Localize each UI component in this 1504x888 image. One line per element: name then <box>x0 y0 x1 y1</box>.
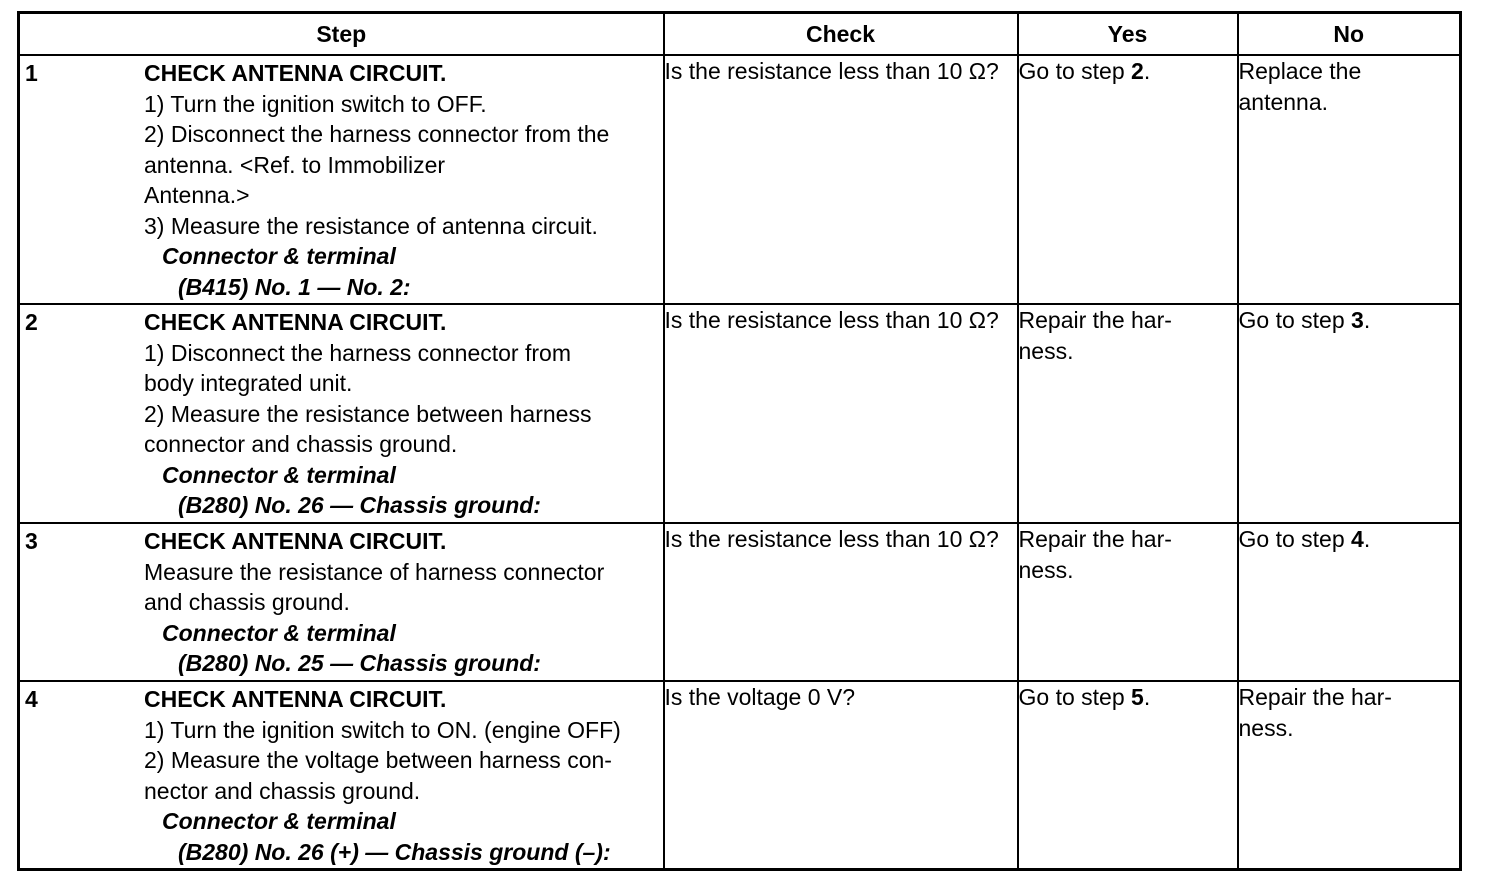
table-row <box>19 304 1461 523</box>
connector-terminal: (B415) No. 1 — No. 2: <box>178 273 411 300</box>
connector-terminal: (B280) No. 26 (+) — Chassis ground (–): <box>178 838 611 865</box>
yes-action-end: . <box>1143 684 1151 710</box>
step-line: 1) Turn the ignition switch to OFF. <box>144 90 487 117</box>
no-cell <box>1238 523 1461 681</box>
connector-label: Connector & terminal <box>162 243 396 269</box>
check-cell <box>664 681 1018 870</box>
yes-action: Repair the har- <box>1018 526 1172 552</box>
check-question: Is the voltage 0 V? <box>664 684 856 710</box>
yes-cell <box>1018 681 1238 870</box>
connector-label: Connector & terminal <box>162 461 396 488</box>
step-line: 1) Disconnect the harness connector from <box>144 339 571 366</box>
step-cell <box>19 55 664 304</box>
step-ref: 4 <box>1351 526 1364 552</box>
step-number: 3 <box>25 528 38 554</box>
header-row <box>19 13 1461 56</box>
no-action: antenna. <box>1238 88 1329 115</box>
step-cell <box>19 681 664 870</box>
step-line: 1) Turn the ignition switch to ON. (engine OFF) <box>144 716 621 743</box>
yes-action: ness. <box>1018 337 1074 364</box>
yes-action: Go to step <box>1018 684 1132 710</box>
check-question: Is the resistance less than 10 Ω? <box>664 526 999 552</box>
step-cell <box>19 304 664 523</box>
header-no: No <box>1238 13 1461 56</box>
step-line: and chassis ground. <box>144 589 350 615</box>
table-row <box>19 55 1461 304</box>
step-ref: 5 <box>1131 684 1144 710</box>
check-cell <box>664 304 1018 523</box>
step-line: 2) Disconnect the harness connector from the <box>144 121 610 147</box>
no-action: Replace the <box>1238 58 1362 84</box>
check-cell <box>664 55 1018 304</box>
step-line: 2) Measure the resistance between harness <box>144 400 592 427</box>
check-question: Is the resistance less than 10 Ω? <box>664 58 999 84</box>
no-cell <box>1238 304 1461 523</box>
no-cell <box>1238 681 1461 870</box>
step-title: CHECK ANTENNA CIRCUIT. <box>144 528 447 554</box>
step-line: connector and chassis ground. <box>144 431 458 457</box>
step-number: 1 <box>25 60 38 86</box>
connector-label: Connector & terminal <box>162 619 396 646</box>
step-line: 2) Measure the voltage between harness con- <box>144 747 612 773</box>
step-line: Antenna.> <box>144 182 250 208</box>
yes-cell <box>1018 55 1238 304</box>
diagnostic-table <box>17 11 1462 871</box>
yes-action: Go to step <box>1018 58 1132 84</box>
header-yes: Yes <box>1018 13 1238 56</box>
step-title: CHECK ANTENNA CIRCUIT. <box>144 309 447 335</box>
table-row <box>19 681 1461 870</box>
header-step: Step <box>19 13 664 56</box>
step-line: nector and chassis ground. <box>144 777 421 804</box>
step-line: 3) Measure the resistance of antenna circuit. <box>144 212 598 239</box>
check-cell <box>664 523 1018 681</box>
no-action-end: . <box>1363 307 1371 333</box>
no-action: ness. <box>1238 714 1294 741</box>
connector-terminal: (B280) No. 26 — Chassis ground: <box>178 492 541 518</box>
table-row <box>19 523 1461 681</box>
no-action: Repair the har- <box>1238 684 1392 710</box>
yes-cell <box>1018 523 1238 681</box>
yes-action: Repair the har- <box>1018 307 1172 333</box>
connector-label: Connector & terminal <box>162 808 396 834</box>
step-number: 4 <box>25 686 38 712</box>
step-ref: 2 <box>1131 58 1144 84</box>
step-cell <box>19 523 664 681</box>
header-check: Check <box>664 13 1018 56</box>
check-question: Is the resistance less than 10 Ω? <box>664 307 999 333</box>
connector-terminal: (B280) No. 25 — Chassis ground: <box>178 650 541 676</box>
yes-action-end: . <box>1143 58 1151 84</box>
step-ref: 3 <box>1351 307 1364 333</box>
step-number: 2 <box>25 309 38 335</box>
yes-action: ness. <box>1018 556 1074 583</box>
no-action: Go to step <box>1238 307 1352 333</box>
step-line: body integrated unit. <box>144 370 353 396</box>
step-line: antenna. <Ref. to Immobilizer <box>144 151 446 178</box>
no-action-end: . <box>1363 526 1371 552</box>
no-cell <box>1238 55 1461 304</box>
yes-cell <box>1018 304 1238 523</box>
no-action: Go to step <box>1238 526 1352 552</box>
step-line: Measure the resistance of harness connector <box>144 558 605 585</box>
step-title: CHECK ANTENNA CIRCUIT. <box>144 60 447 86</box>
step-title: CHECK ANTENNA CIRCUIT. <box>144 686 447 712</box>
